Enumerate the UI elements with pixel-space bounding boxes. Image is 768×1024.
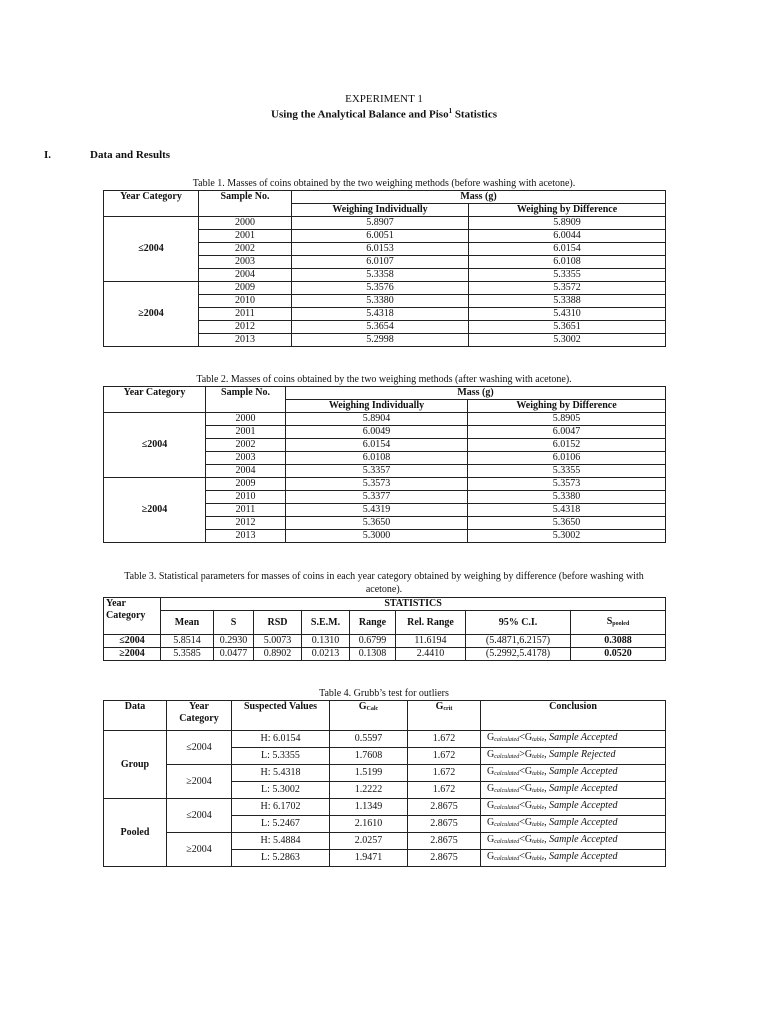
comparison-operator: < [519,732,525,743]
sample-no-cell: 2009 [206,478,286,491]
gcrit-cell: 2.8675 [408,799,481,816]
g-table-label: G [524,800,533,811]
gcalc-cell: 1.7608 [330,748,408,765]
mass-individual-cell: 5.3357 [286,465,468,478]
gcalc-cell: 2.1610 [330,816,408,833]
t4-header-year [167,701,232,731]
sample-no-cell: 2000 [199,217,292,230]
t1-header-difference: Weighing by Difference [469,204,666,217]
mass-difference-cell: 6.0044 [469,230,666,243]
section-number: I. [44,149,52,161]
g-table-sub: table [532,737,545,743]
section-title: Data and Results [90,149,171,161]
sample-no-cell: 2003 [206,452,286,465]
year-category-cell: ≤2004 [104,635,161,648]
suspected-value-cell: L: 5.2863 [232,850,330,867]
mass-individual-cell: 5.2998 [292,334,469,347]
mass-difference-cell: 5.3355 [468,465,666,478]
sample-no-cell: 2013 [199,334,292,347]
mass-difference-cell: 5.3002 [468,530,666,543]
stat-cell: 0.1310 [302,635,350,648]
sample-no-cell: 2010 [199,295,292,308]
t4-gcalc-label: G [358,701,367,712]
data-type-cell: Pooled [104,799,167,867]
comparison-operator: < [519,817,525,828]
mass-individual-cell: 5.3573 [286,478,468,491]
table-row [104,731,666,748]
title-main: Using the Analytical Balance and Piso [271,108,449,121]
sample-no-cell: 2001 [206,426,286,439]
year-category-cell: ≥2004 [104,648,161,661]
comparison-operator: < [519,851,525,862]
mass-difference-cell: 5.3002 [469,334,666,347]
g-calculated-sub: calculated [494,839,520,845]
table-row [104,413,666,426]
t2-header-sample: Sample No. [206,387,286,413]
mass-individual-cell: 6.0154 [286,439,468,452]
table4 [103,700,666,867]
sample-no-cell: 2011 [199,308,292,321]
gcalc-cell: 2.0257 [330,833,408,850]
mass-difference-cell: 5.3650 [468,517,666,530]
mass-difference-cell: 5.3651 [469,321,666,334]
stat-cell: 11.6194 [396,635,466,648]
g-table-label: G [524,834,533,845]
mass-difference-cell: 6.0154 [469,243,666,256]
table2-caption: Table 2. Masses of coins obtained by the two weighing methods (after washing with acetone). [196,374,572,385]
g-table-label: G [524,817,533,828]
g-calculated-label: G [487,851,495,862]
gcrit-cell: 2.8675 [408,816,481,833]
mass-difference-cell: 5.3572 [469,282,666,295]
g-calculated-label: G [487,817,495,828]
suspected-value-cell: L: 5.3002 [232,782,330,799]
conclusion-result: Sample Accepted [549,817,618,828]
t4-header-gcrit [408,701,481,731]
gcalc-cell: 0.5597 [330,731,408,748]
sample-no-cell: 2010 [206,491,286,504]
t4-header-gcalc [330,701,408,731]
table-row [104,799,666,816]
t4-gcalc-sub: Calc [366,706,379,712]
conclusion-cell: $G_{calculated}<G_{table}$, Sample Accepted [481,731,666,748]
comparison-operator: > [519,749,525,760]
t4-header-data: Data [104,701,167,731]
experiment-label: EXPERIMENT 1 [345,93,423,105]
t3-spooled-sub: pooled [612,620,630,627]
g-calculated-sub: calculated [494,856,520,862]
comparison-operator: < [519,834,525,845]
mass-difference-cell: 5.8909 [469,217,666,230]
mass-individual-cell: 6.0051 [292,230,469,243]
spooled-cell: 0.3088 [571,635,666,648]
g-table-sub: table [532,788,545,794]
table-row [104,217,666,230]
year-category-cell: ≥2004 [104,282,199,347]
stat-cell: (5.4871,6.2157) [466,635,571,648]
stat-cell: 2.4410 [396,648,466,661]
mass-individual-cell: 6.0108 [286,452,468,465]
g-table-label: G [524,766,533,777]
table3 [103,597,666,661]
g-table-label: G [524,749,533,760]
data-type-cell: Group [104,731,167,799]
mass-individual-cell: 6.0049 [286,426,468,439]
g-calculated-label: G [487,834,495,845]
suspected-value-cell: H: 6.1702 [232,799,330,816]
table1 [103,190,666,347]
conclusion-result: Sample Accepted [549,732,618,743]
gcalc-cell: 1.5199 [330,765,408,782]
g-calculated-label: G [487,732,495,743]
conclusion-result: Sample Accepted [549,783,618,794]
mass-difference-cell: 5.8905 [468,413,666,426]
table-row [104,833,666,850]
mass-difference-cell: 5.3380 [468,491,666,504]
conclusion-result: Sample Accepted [549,834,618,845]
g-calculated-label: G [487,783,495,794]
mass-individual-cell: 5.3358 [292,269,469,282]
page-title [0,107,768,121]
t4-gcrit-label: G [435,701,444,712]
t2-header-individually: Weighing Individually [286,400,468,413]
stat-cell: 5.3585 [161,648,214,661]
stat-cell: 0.0213 [302,648,350,661]
table-row [104,765,666,782]
gcrit-cell: 1.672 [408,782,481,799]
mass-individual-cell: 5.4318 [292,308,469,321]
conclusion-cell: $G_{calculated}<G_{table}$, Sample Accepted [481,833,666,850]
stat-cell: 5.8514 [161,635,214,648]
g-table-sub: table [532,771,545,777]
g-calculated-label: G [487,749,495,760]
gcalc-cell: 1.1349 [330,799,408,816]
mass-difference-cell: 6.0106 [468,452,666,465]
conclusion-result: Sample Accepted [549,766,618,777]
conclusion-cell: $G_{calculated}<G_{table}$, Sample Accepted [481,765,666,782]
sample-no-cell: 2009 [199,282,292,295]
table3-caption-line1: Table 3. Statistical parameters for masses of coins in each year category obtained by weighing by difference (before washing with [124,571,644,582]
conclusion-cell: $G_{calculated}<G_{table}$, Sample Accepted [481,816,666,833]
year-category-cell: ≤2004 [104,413,206,478]
g-calculated-sub: calculated [494,737,520,743]
comparison-operator: < [519,783,525,794]
sample-no-cell: 2001 [199,230,292,243]
conclusion-result: Sample Rejected [549,749,616,760]
g-calculated-label: G [487,800,495,811]
g-calculated-sub: calculated [494,805,520,811]
year-category-cell: ≤2004 [167,799,232,833]
t4-header-suspected [232,701,330,731]
sample-no-cell: 2002 [199,243,292,256]
mass-individual-cell: 5.3000 [286,530,468,543]
g-calculated-label: G [487,766,495,777]
t3-col-header: Mean [161,611,214,635]
conclusion-cell: $G_{calculated}>G_{table}$, Sample Rejected [481,748,666,765]
t1-header-individually: Weighing Individually [292,204,469,217]
gcrit-cell: 1.672 [408,748,481,765]
table-row [104,635,666,648]
g-table-sub: table [532,805,545,811]
table4-caption: Table 4. Grubb’s test for outliers [319,688,449,699]
sample-no-cell: 2012 [206,517,286,530]
g-calculated-sub: calculated [494,788,520,794]
t3-col-header: S [214,611,254,635]
t3-col-header: S.E.M. [302,611,350,635]
mass-individual-cell: 5.3576 [292,282,469,295]
stat-cell: 0.6799 [350,635,396,648]
gcrit-cell: 2.8675 [408,850,481,867]
t3-spooled-main: S [606,615,613,627]
t3-col-header: RSD [254,611,302,635]
suspected-value-cell: L: 5.3355 [232,748,330,765]
sample-no-cell: 2013 [206,530,286,543]
mass-difference-cell: 5.3388 [469,295,666,308]
year-category-cell: ≥2004 [167,765,232,799]
t1-header-sample: Sample No. [199,191,292,217]
stat-cell: 0.1308 [350,648,396,661]
mass-difference-cell: 6.0047 [468,426,666,439]
suspected-value-cell: H: 5.4884 [232,833,330,850]
g-calculated-sub: calculated [494,771,520,777]
mass-individual-cell: 6.0107 [292,256,469,269]
stat-cell: 5.0073 [254,635,302,648]
conclusion-cell: $G_{calculated}<G_{table}$, Sample Accepted [481,782,666,799]
gcrit-cell: 2.8675 [408,833,481,850]
conclusion-result: Sample Accepted [549,851,618,862]
sample-no-cell: 2004 [199,269,292,282]
year-category-cell: ≤2004 [167,731,232,765]
g-table-sub: table [532,822,545,828]
mass-difference-cell: 6.0152 [468,439,666,452]
stat-cell: (5.2992,5.4178) [466,648,571,661]
t3-col-header-spooled [571,611,666,635]
mass-difference-cell: 5.3355 [469,269,666,282]
year-category-cell: ≥2004 [104,478,206,543]
table2 [103,386,666,543]
t3-header-statistics: STATISTICS [161,598,666,611]
comparison-operator: < [519,800,525,811]
t1-header-mass: Mass (g) [292,191,666,204]
mass-individual-cell: 5.3377 [286,491,468,504]
g-table-label: G [524,783,533,794]
g-calculated-sub: calculated [494,822,520,828]
spooled-cell: 0.0520 [571,648,666,661]
table-row [104,478,666,491]
sample-no-cell: 2000 [206,413,286,426]
t1-header-year: Year Category [104,191,199,217]
mass-individual-cell: 5.3650 [286,517,468,530]
sample-no-cell: 2011 [206,504,286,517]
conclusion-cell: $G_{calculated}<G_{table}$, Sample Accepted [481,799,666,816]
mass-difference-cell: 6.0108 [469,256,666,269]
g-table-label: G [524,732,533,743]
suspected-value-cell: L: 5.2467 [232,816,330,833]
stat-cell: 0.2930 [214,635,254,648]
conclusion-cell: $G_{calculated}<G_{table}$, Sample Accepted [481,850,666,867]
g-table-sub: table [532,754,545,760]
t3-col-header: Range [350,611,396,635]
mass-individual-cell: 5.4319 [286,504,468,517]
mass-difference-cell: 5.4310 [469,308,666,321]
g-table-sub: table [532,839,545,845]
gcrit-cell: 1.672 [408,765,481,782]
mass-individual-cell: 5.3654 [292,321,469,334]
title-superscript: 1 [448,107,453,115]
mass-difference-cell: 5.3573 [468,478,666,491]
sample-no-cell: 2012 [199,321,292,334]
table1-caption: Table 1. Masses of coins obtained by the two weighing methods (before washing with acetone). [192,178,576,189]
sample-no-cell: 2003 [199,256,292,269]
gcalc-cell: 1.2222 [330,782,408,799]
title-tail: Statistics [452,108,497,121]
t4-header-conclusion: Conclusion [481,701,666,731]
mass-individual-cell: 5.3380 [292,295,469,308]
gcalc-cell: 1.9471 [330,850,408,867]
t3-header-year: Year Category [104,598,161,635]
mass-individual-cell: 5.8904 [286,413,468,426]
t4-header-suspected-text: Suspected Values [243,701,318,712]
suspected-value-cell: H: 5.4318 [232,765,330,782]
t3-col-header: 95% C.I. [466,611,571,635]
year-category-cell: ≤2004 [104,217,199,282]
mass-difference-cell: 5.4318 [468,504,666,517]
year-category-cell: ≥2004 [167,833,232,867]
t2-header-mass: Mass (g) [286,387,666,400]
t3-col-header: Rel. Range [396,611,466,635]
sample-no-cell: 2004 [206,465,286,478]
stat-cell: 0.0477 [214,648,254,661]
t4-gcrit-sub: crit [443,706,453,712]
table3-caption-line2: acetone). [365,584,403,595]
suspected-value-cell: H: 6.0154 [232,731,330,748]
sample-no-cell: 2002 [206,439,286,452]
comparison-operator: < [519,766,525,777]
t4-header-year-text: Year Category [179,701,219,724]
mass-individual-cell: 6.0153 [292,243,469,256]
g-table-sub: table [532,856,545,862]
table-row [104,282,666,295]
gcrit-cell: 1.672 [408,731,481,748]
g-table-label: G [524,851,533,862]
g-calculated-sub: calculated [494,754,520,760]
t2-header-difference: Weighing by Difference [468,400,666,413]
t2-header-year: Year Category [104,387,206,413]
mass-individual-cell: 5.8907 [292,217,469,230]
table-row [104,648,666,661]
stat-cell: 0.8902 [254,648,302,661]
conclusion-result: Sample Accepted [549,800,618,811]
